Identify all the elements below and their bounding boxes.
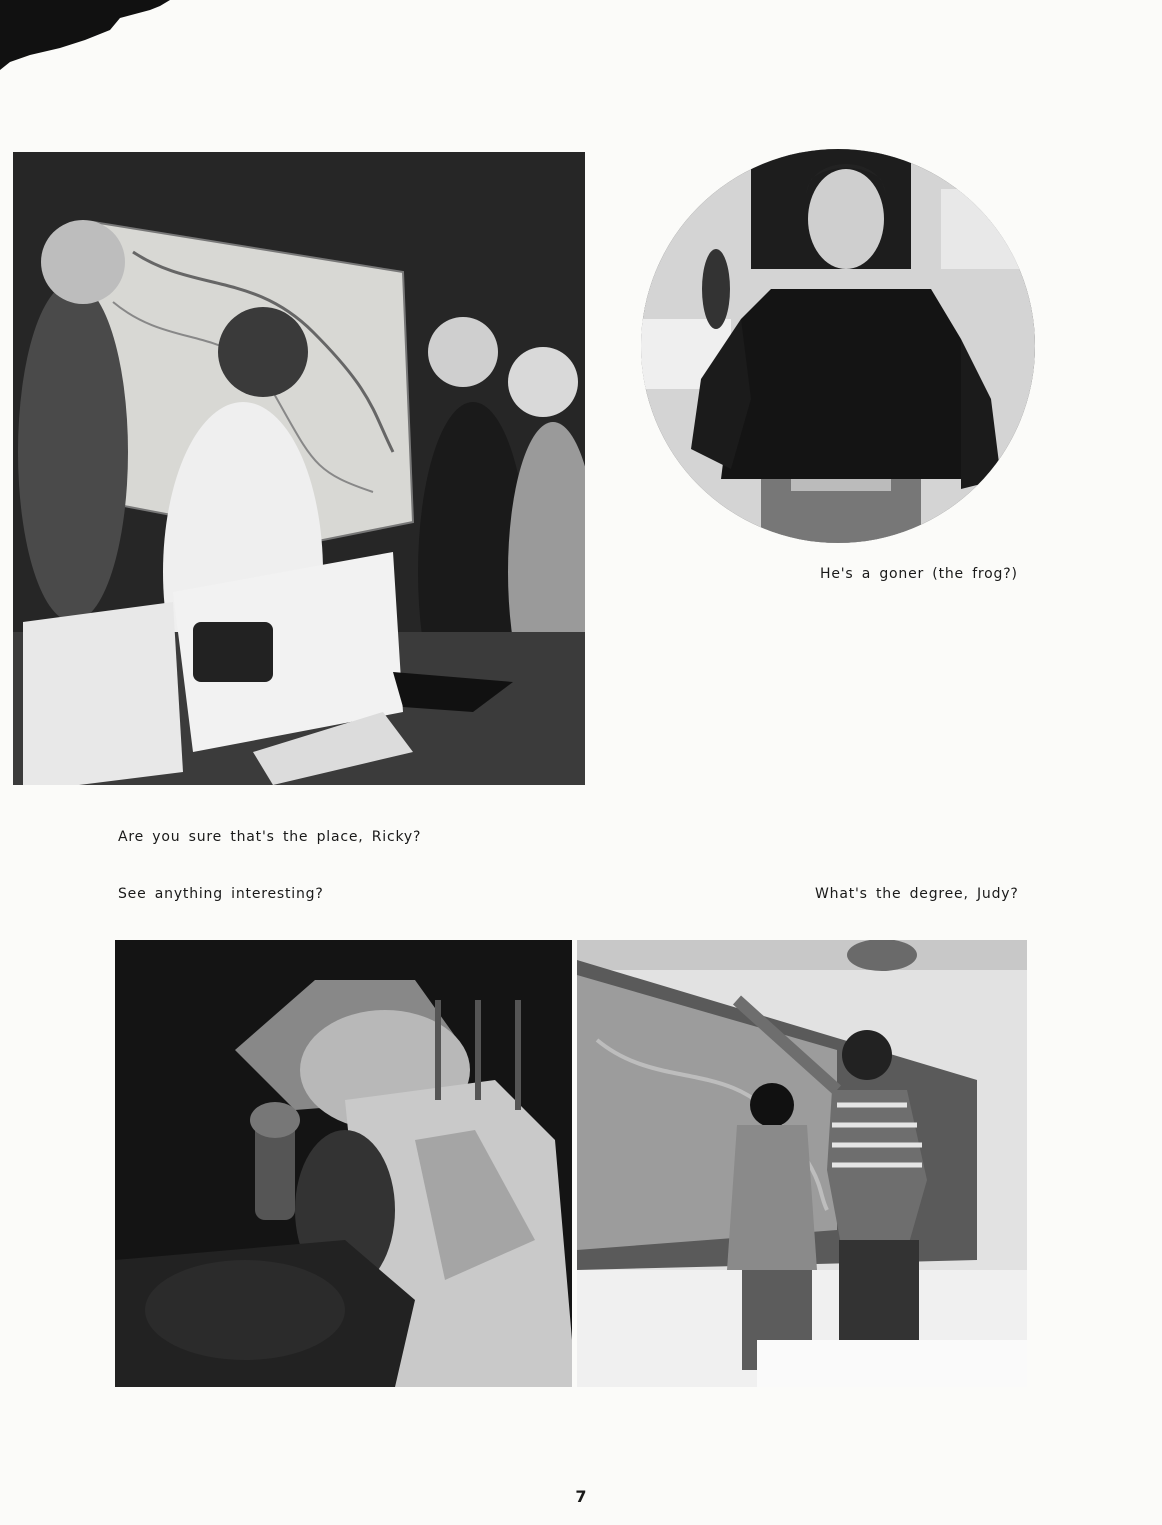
caption-microscope: See anything interesting? [118, 886, 324, 902]
photo-microscope-student [115, 940, 572, 1387]
photo-frog-student [641, 149, 1035, 543]
caption-degree: What's the degree, Judy? [815, 886, 1019, 902]
photo-map-lesson [13, 152, 585, 785]
torn-corner [0, 0, 170, 70]
caption-map: Are you sure that's the place, Ricky? [118, 829, 422, 845]
caption-frog: He's a goner (the frog?) [820, 566, 1018, 582]
photo-chalkboard-students [577, 940, 1027, 1387]
page-number: 7 [575, 1487, 587, 1506]
